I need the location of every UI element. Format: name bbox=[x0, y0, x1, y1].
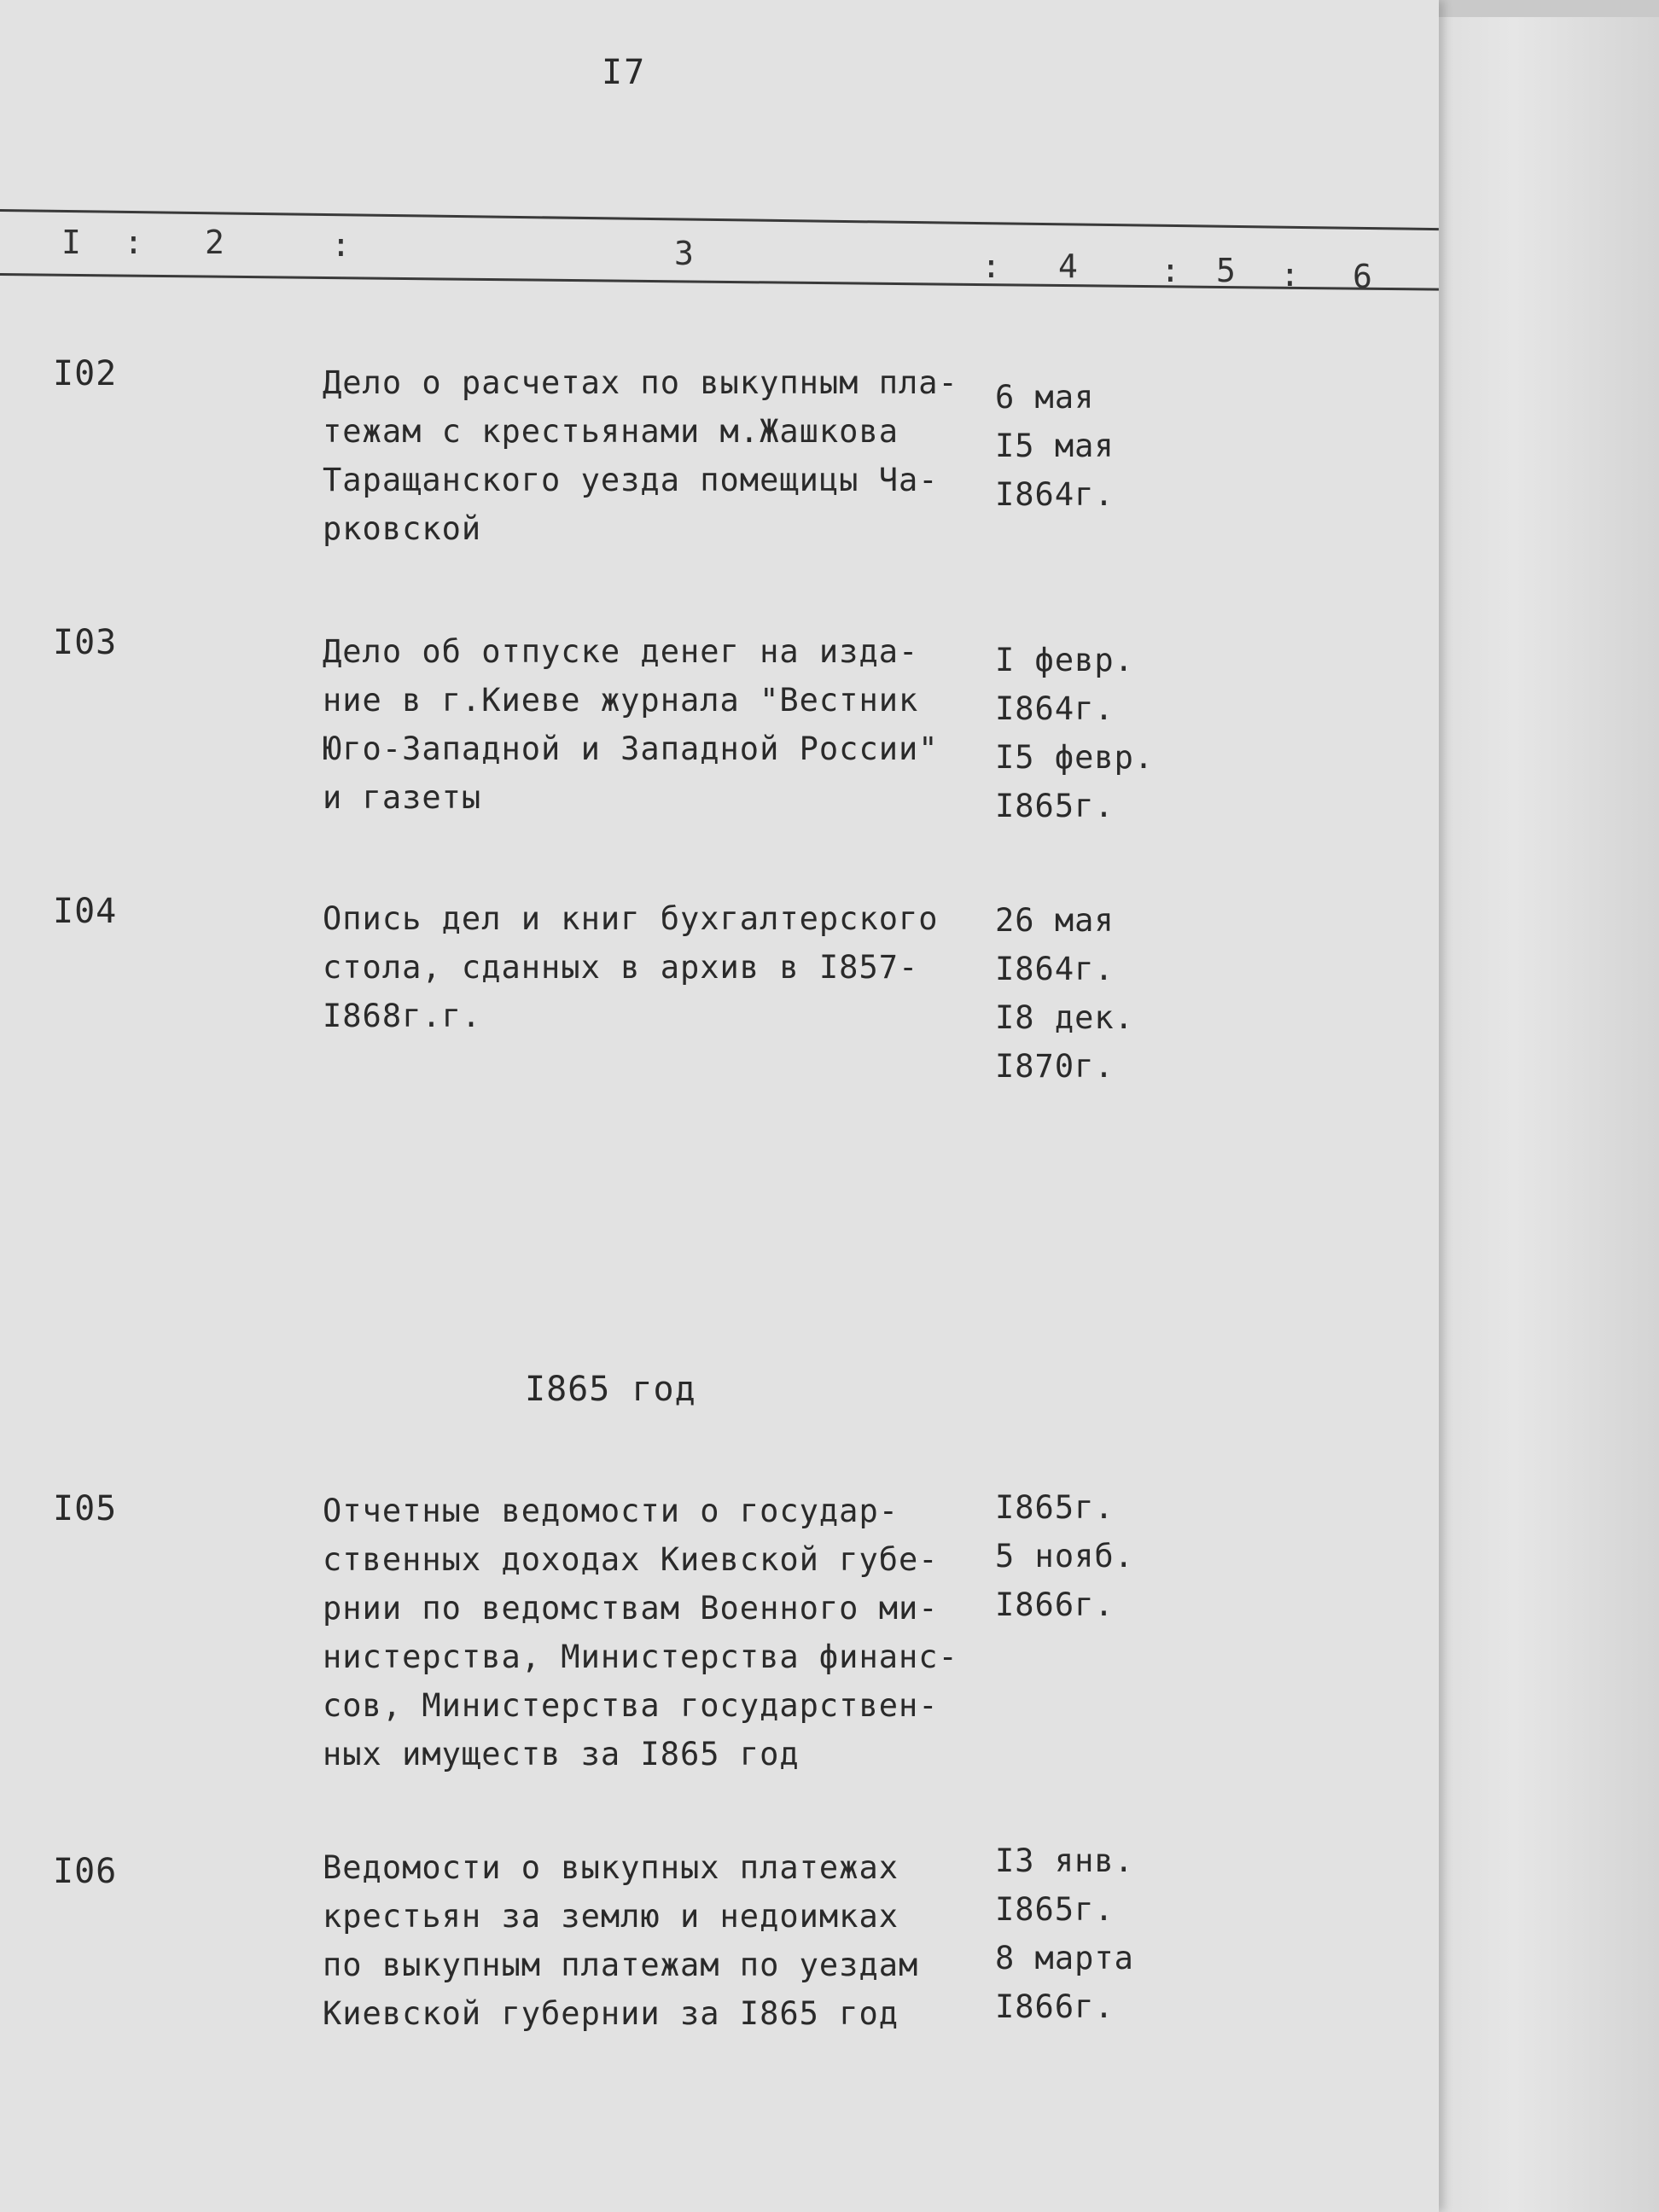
column-header-6: 6 bbox=[1353, 258, 1372, 295]
date-line: I5 мая bbox=[995, 428, 1115, 464]
entry-dates bbox=[995, 373, 1166, 519]
column-separator: : bbox=[1280, 256, 1300, 294]
title-line: Опись дел и книг бухгалтерского bbox=[323, 900, 939, 937]
page-number: I7 bbox=[602, 53, 647, 92]
column-separator: : bbox=[981, 247, 1001, 285]
entry-dates bbox=[995, 1483, 1166, 1629]
column-separator: : bbox=[1161, 252, 1180, 289]
column-header-5: 5 bbox=[1216, 252, 1236, 289]
column-separator: : bbox=[331, 226, 351, 264]
title-line: Таращанского уезда помещицы Ча- bbox=[323, 462, 939, 498]
title-line: ных имуществ за I865 год bbox=[323, 1736, 800, 1773]
entry-title bbox=[323, 358, 988, 553]
date-line: I866г. bbox=[995, 1586, 1115, 1623]
column-separator: : bbox=[124, 224, 143, 261]
entry-title bbox=[323, 1487, 988, 1778]
title-line: ние в г.Киеве журнала "Вестник bbox=[323, 682, 919, 719]
title-line: рнии по ведомствам Военного ми- bbox=[323, 1590, 939, 1627]
title-line: и газеты bbox=[323, 779, 482, 816]
column-header-4: 4 bbox=[1058, 247, 1078, 285]
date-line: I866г. bbox=[995, 1988, 1115, 2025]
date-line: 5 нояб. bbox=[995, 1538, 1134, 1575]
title-line: нистерства, Министерства финанс- bbox=[323, 1639, 958, 1675]
title-line: Отчетные ведомости о государ- bbox=[323, 1493, 899, 1529]
entry-title bbox=[323, 627, 988, 822]
date-line: I870г. bbox=[995, 1048, 1115, 1085]
title-line: сов, Министерства государствен- bbox=[323, 1687, 939, 1724]
entry-dates bbox=[995, 896, 1166, 1091]
entry-dates bbox=[995, 1837, 1166, 2031]
date-line: I5 февр. bbox=[995, 739, 1155, 776]
title-line: тежам с крестьянами м.Жашкова bbox=[323, 413, 899, 450]
entry-number: I04 bbox=[53, 892, 118, 931]
entry-title bbox=[323, 894, 988, 1040]
background-paper bbox=[1417, 17, 1659, 2212]
title-line: Юго-Западной и Западной России" bbox=[323, 731, 939, 767]
title-line: Ведомости о выкупных платежах bbox=[323, 1849, 899, 1886]
date-line: I865г. bbox=[995, 1489, 1115, 1526]
title-line: крестьян за землю и недоимках bbox=[323, 1898, 899, 1935]
date-line: 8 марта bbox=[995, 1940, 1134, 1976]
title-line: Дело об отпуске денег на изда- bbox=[323, 633, 919, 670]
entry-number: I06 bbox=[53, 1852, 118, 1891]
date-line: I865г. bbox=[995, 788, 1115, 824]
title-line: стола, сданных в архив в I857- bbox=[323, 949, 919, 986]
column-header-1: I bbox=[61, 224, 81, 261]
entry-number: I05 bbox=[53, 1489, 118, 1528]
title-line: рковской bbox=[323, 510, 482, 547]
date-line: I8 дек. bbox=[995, 999, 1134, 1036]
title-line: Киевской губернии за I865 год bbox=[323, 1995, 899, 2032]
date-line: 26 мая bbox=[995, 902, 1115, 939]
title-line: по выкупным платежам по уездам bbox=[323, 1947, 919, 1983]
date-line: I февр. bbox=[995, 642, 1134, 678]
entry-number: I03 bbox=[53, 623, 118, 662]
date-line: I3 янв. bbox=[995, 1842, 1134, 1879]
year-heading: I865 год bbox=[525, 1370, 696, 1409]
date-line: I864г. bbox=[995, 951, 1115, 987]
column-header-3: 3 bbox=[674, 235, 694, 272]
date-line: I864г. bbox=[995, 690, 1115, 727]
column-header-2: 2 bbox=[205, 224, 224, 261]
title-line: I868г.г. bbox=[323, 998, 482, 1034]
date-line: I864г. bbox=[995, 476, 1115, 513]
entry-title bbox=[323, 1843, 988, 2038]
title-line: Дело о расчетах по выкупным пла- bbox=[323, 364, 958, 401]
title-line: ственных доходах Киевской губе- bbox=[323, 1541, 939, 1578]
entry-dates bbox=[995, 636, 1166, 830]
date-line: I865г. bbox=[995, 1891, 1115, 1928]
date-line: 6 мая bbox=[995, 379, 1095, 416]
entry-number: I02 bbox=[53, 354, 118, 393]
